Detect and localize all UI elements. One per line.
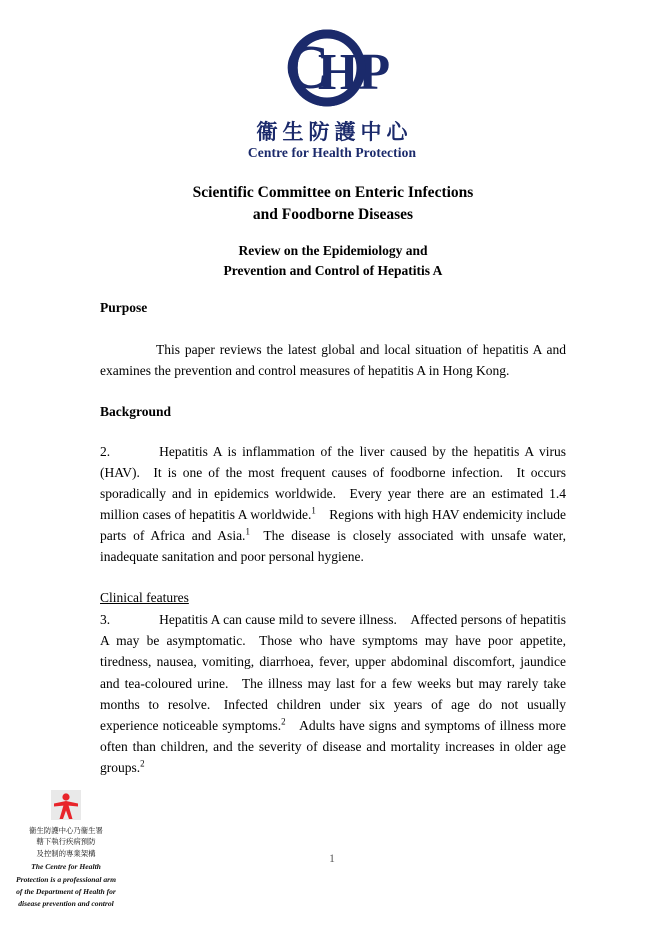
clinical-features-paragraph [100,609,566,777]
footer-chinese-line-1: 衞生防護中心乃衞生署 [29,826,103,835]
footnote-marker-2: 1 [245,526,250,537]
committee-title-line-2: and Foodborne Diseases [252,206,414,224]
clinical-features-heading: Clinical features [100,590,189,606]
background-text-1: Hepatitis A is inflammation of the liver caused by the hepatitis A virus (HAV). It is one of the most frequent causes of foodborne infection. It occurs sporadically and in epidemics worldwide. Every year there are an estimated 1.4 million cases of hepatitis A worldwide. [100,444,566,523]
spacer [100,420,566,441]
footer-chinese-line-2: 轄下執行疾病預防 [36,837,96,847]
footnote-marker-1: 2 [281,716,286,727]
committee-title-line-1: Scientific Committee on Enteric Infections [192,184,474,201]
subtitle-line-2: Prevention and Control of Hepatitis A [223,263,443,279]
logo-english-name: Centre for Health Protection [247,145,417,161]
document-body [100,300,566,778]
chp-logo [0,26,664,161]
spacer [100,567,566,590]
footnote-marker-2: 2 [140,758,145,769]
page-number: 1 [329,853,335,865]
background-text-3: The disease is closely associated with unsafe water, inadequate sanitation and poor personal hygiene. [100,528,566,565]
svg-text:HP: HP [317,44,391,101]
purpose-paragraph [100,339,566,381]
subtitle-line-1: Review on the Epidemiology and [238,243,428,258]
spacer [100,381,566,404]
background-heading: Background [100,404,172,420]
logo-chinese-name: 衞生防護中心 [256,120,413,144]
purpose-text: This paper reviews the latest global and local situation of hepatitis A and examines the prevention and control measures of hepatitis A in Hong Kong. [100,342,566,379]
clinical-text-1: Hepatitis A can cause mild to severe illness. Affected persons of hepatitis A may be asymptomatic. Those who have symptoms may have poor appetite, tiredness, nausea, vomiting, diarrhoea, fever, upper abdominal discomfort, jaundice and tea-coloured urine. The illness may last for a few weeks but may rarely take months to resolve. Infected children under six years of age do not usually experience noticeable symptoms. [100,612,566,733]
purpose-heading: Purpose [100,300,148,315]
footer-chinese-line-3: 及控制的專業架構 [36,848,96,858]
footer-english-text: The Centre for Health Protection is a professional arm of the Department of Health for disease prevention and control [16,862,116,909]
background-paragraph [100,441,566,567]
spacer [100,316,566,339]
committee-title [100,182,566,227]
person-figure-icon [49,789,83,821]
footnote-marker-1: 1 [311,505,316,516]
document-subtitle [100,241,566,282]
footer-department-logo [14,789,118,911]
chp-monogram-icon [267,26,397,114]
background-paragraph-number: 2. [100,444,111,460]
clinical-paragraph-number: 3. [100,612,111,628]
clinical-text-2: Adults have signs and symptoms of illness more often than children, and the severity of disease and mortality increases in older age groups. [100,717,567,775]
background-text-2: Regions with high HAV endemicity include parts of Africa and Asia. [100,507,566,544]
svg-text:C: C [284,34,330,102]
